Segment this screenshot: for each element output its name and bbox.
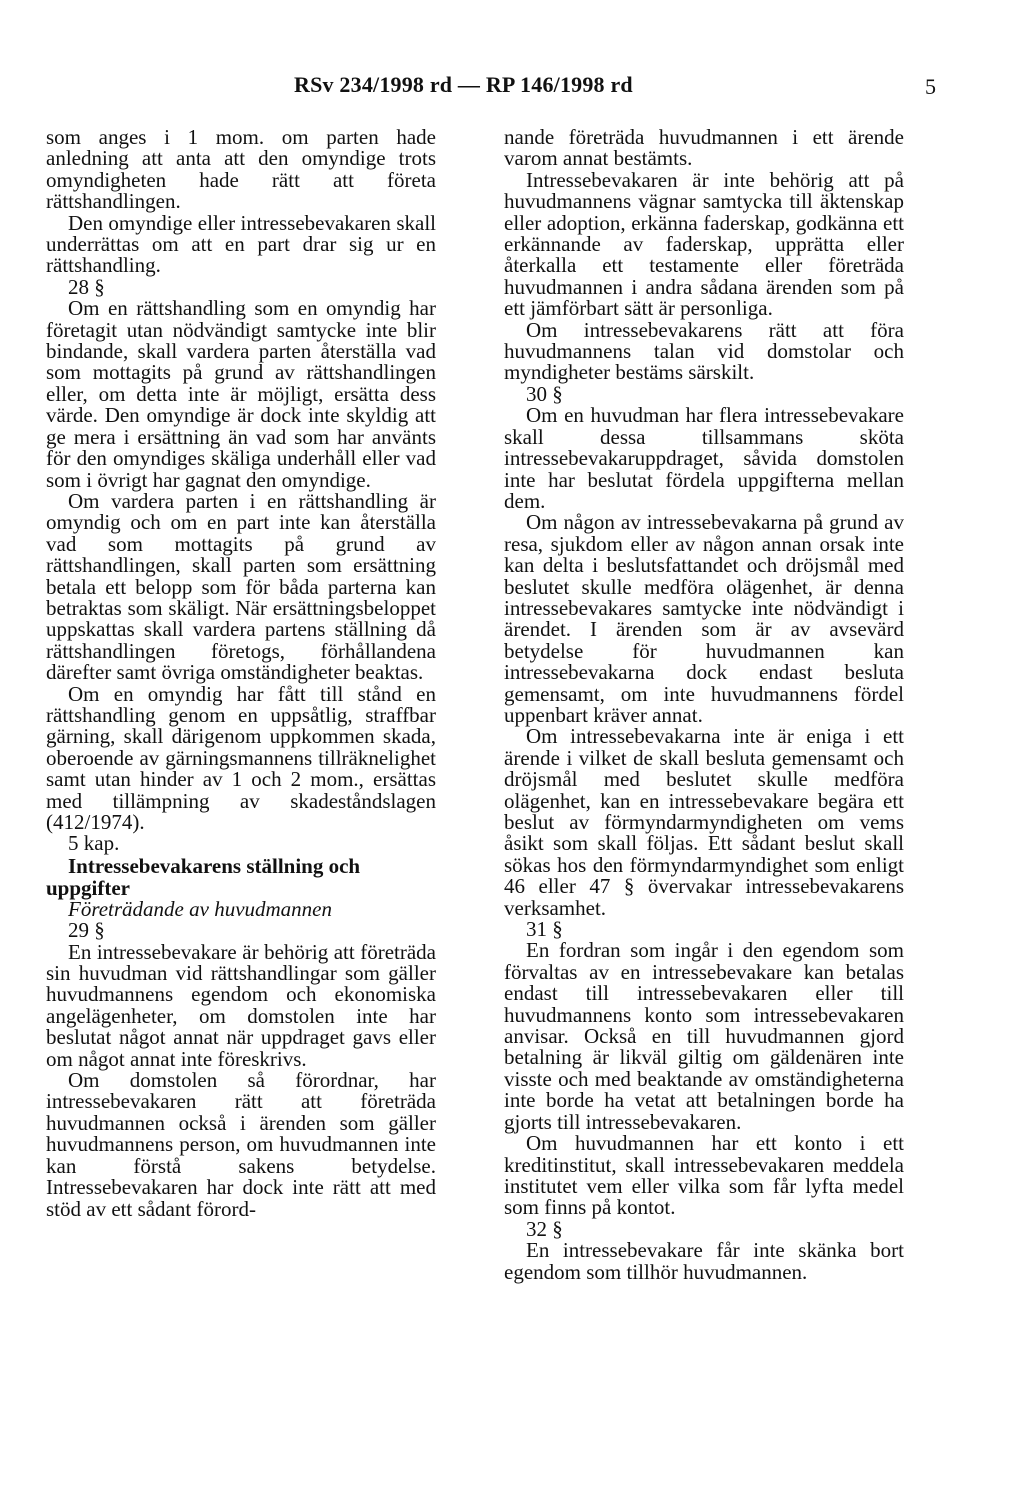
paragraph: Om en huvudman har flera intressebevakare skall dessa tillsammans sköta intressebevakaruppdraget, såvida domstolen inte har beslutat fördela uppgifterna mellan dem.	[504, 403, 904, 513]
paragraph: Om någon av intressebevakarna på grund av resa, sjukdom eller av någon annan orsak inte kan delta i beslutsfattandet och dröjsmål med beslutet skulle medföra olägenhet, är denna intressebevakares samtycke inte nödvändigt i ärendet. I ärenden som är av avsevärd betydelse för huvudmannen kan intressebevakarna dock endast besluta gemensamt, om inte huvudmannens fördel uppenbart kräver annat.	[504, 510, 904, 727]
paragraph: Om en rättshandling som en omyndig har företagit utan nödvändigt samtycke inte blir bindande, skall vardera parten återställa vad som mottagits på grund av rättshandlingen eller, om detta inte är möjligt, ersätta dess värde. Den omyndige är dock inte skyldig att ge mera i ersättning än vad som har använts för den omyndiges skäliga underhåll eller vad som i övrigt har gagnat den omyndige.	[46, 296, 436, 492]
subheading: Företrädande av huvudmannen	[68, 896, 332, 921]
paragraph-continuation: som anges i 1 mom. om parten hade anledning att anta att den omyndige trots omyndigheten hade rätt att företa rättshandlingen.	[46, 125, 436, 214]
left-column	[46, 127, 436, 1220]
paragraph: Om intressebevakarna inte är eniga i ett ärende i vilket de skall besluta gemensamt och dröjsmål med beslutet skulle medföra olägenhet, kan en intressebevakare begära ett beslut av förmyndarmyndigheten om vems åsikt som skall följas. Ett sådant beslut skall sökas hos den förmyndarmyndighet som enligt 46 eller 47 § övervakar intressebevakarens verksamhet.	[504, 724, 904, 920]
chapter-title	[46, 855, 436, 899]
paragraph: En fordran som ingår i den egendom som förvaltas av en intressebevakare kan betalas endast till intressebevakaren eller till huvudmannens konto som intressebevakaren anvisar. Också en till huvudmannen gjord betalning är likväl giltig om gäldenären inte visste och med beaktande av omständigheterna inte borde ha vetat att betalningen borde ha gjorts till intressebevakaren.	[504, 938, 904, 1134]
right-column	[504, 127, 904, 1283]
paragraph-continuation: nande företräda huvudmannen i ett ärende varom annat bestämts.	[504, 125, 904, 171]
paragraph: Den omyndige eller intressebevakaren skall underrättas om att en part drar sig ur en rättshandling.	[46, 210, 436, 278]
section-heading-28: 28 §	[68, 274, 105, 299]
paragraph: En intressebevakare är behörig att företräda sin huvudman vid rättshandlingar som gäller huvudmannens egendom och ekonomiska angelägenheter, om domstolen inte har beslutat något annat när uppdraget gavs eller om något annat inte föreskrivs.	[46, 939, 436, 1071]
paragraph: Om domstolen så förordnar, har intressebevakaren rätt att företräda huvudmannen också i ärenden som gäller huvudmannens person, om huvudmannen inte kan förstå sakens betydelse. Intressebevakaren har dock inte rätt att med stöd av ett sådant förord-	[46, 1068, 436, 1221]
page-number: 5	[925, 74, 936, 99]
paragraph: En intressebevakare får inte skänka bort egendom som tillhör huvudmannen.	[504, 1238, 904, 1284]
paragraph: Om en omyndig har fått till stånd en rättshandling genom en uppsåtlig, straffbar gärning, skall därigenom uppkommen skada, oberoende av gärningsmannens tillräknelighet samt utan hinder av 1 och 2 mom., ersättas med tillämpning av skadeståndslagen (412/1974).	[46, 681, 436, 834]
chapter-heading: 5 kap.	[68, 831, 120, 856]
paragraph: Om huvudmannen har ett konto i ett kreditinstitut, skall intressebevakaren meddela institutet vem eller vilka som får lyfta medel som finns på kontot.	[504, 1131, 904, 1220]
section-heading-31: 31 §	[526, 917, 563, 942]
section-heading-30: 30 §	[526, 381, 563, 406]
chapter-title-line: Intressebevakarens ställning och	[68, 853, 361, 878]
paragraph: Om vardera parten i en rättshandling är omyndig och om en part inte kan återställa vad som mottagits på grund av rättshandlingen, skall parten som ersättning betala ett belopp som för båda parterna kan betraktas som skäligt. När ersättningsbeloppet uppskattas skall vardera partens ställning då rättshandlingen företogs, förhållandena därefter samt övriga omständigheter beaktas.	[46, 488, 436, 685]
chapter-title-line: uppgifter	[46, 875, 130, 900]
page-header	[0, 72, 1024, 102]
section-heading-32: 32 §	[526, 1216, 563, 1241]
paragraph: Intressebevakaren är inte behörig att på huvudmannens vägnar samtycka till äktenskap eller adoption, erkänna faderskap, godkänna ett erkännande av faderskap, upprätta eller återkalla ett testamente eller företräda huvudmannen i andra sådana ärenden som på ett jämförbart sätt är personliga.	[504, 167, 904, 321]
section-heading-29: 29 §	[68, 918, 105, 943]
paragraph: Om intressebevakarens rätt att föra huvudmannens talan vid domstolar och myndigheter bestäms särskilt.	[504, 317, 904, 385]
document-reference: RSv 234/1998 rd — RP 146/1998 rd	[294, 72, 633, 97]
